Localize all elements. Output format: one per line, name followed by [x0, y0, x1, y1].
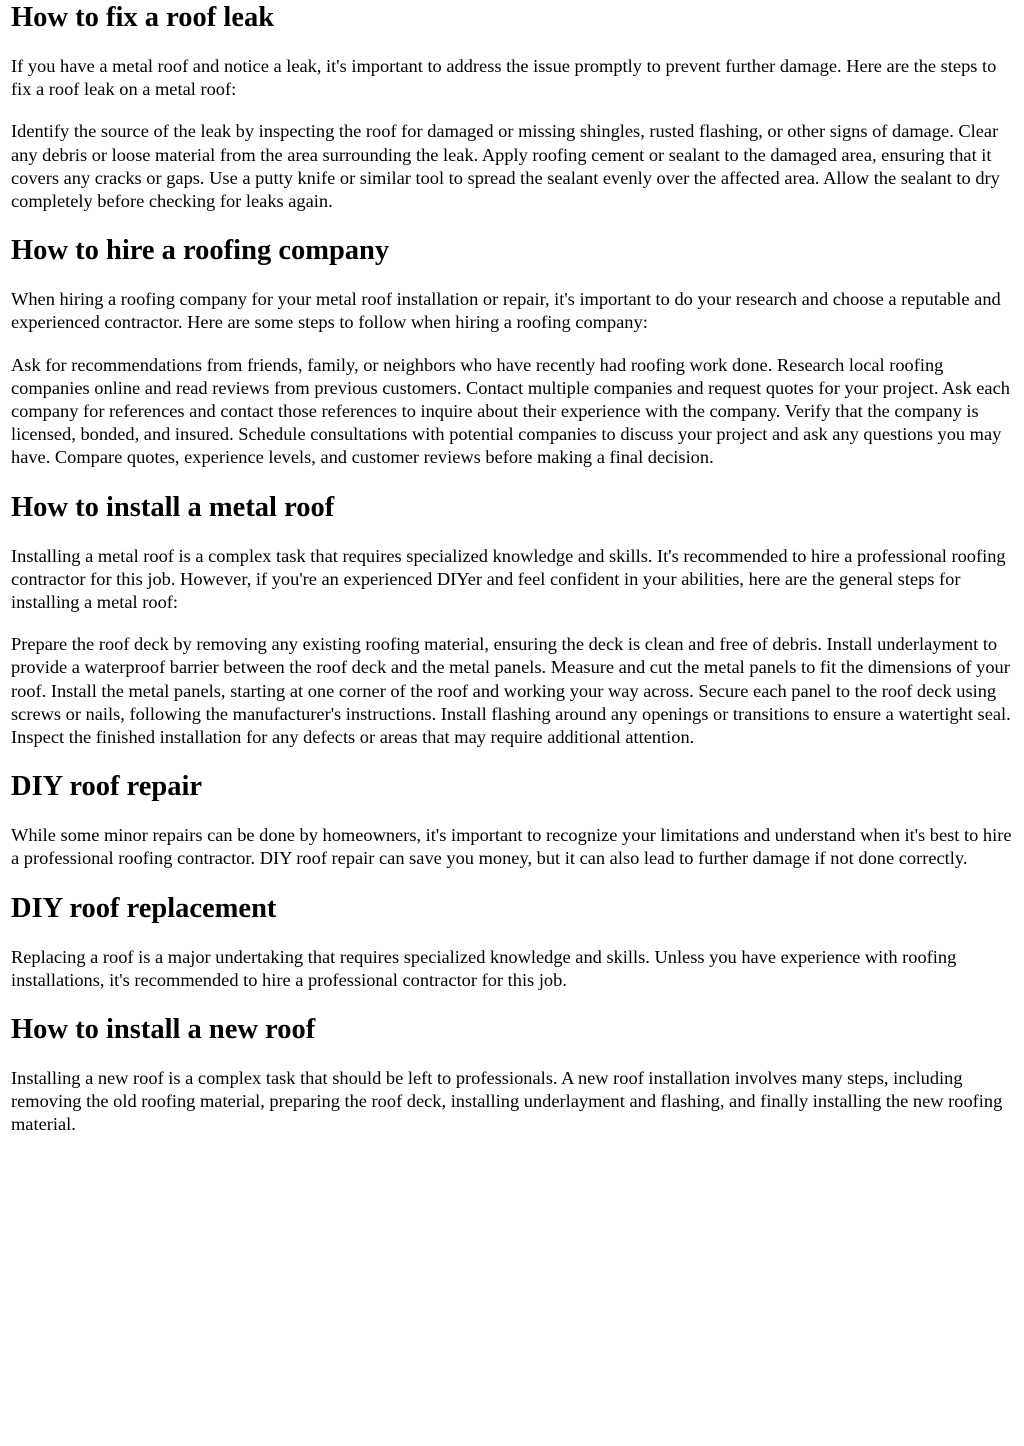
section-diy-roof-repair	[11, 770, 1014, 870]
section-heading: How to hire a roofing company	[11, 235, 390, 267]
section-intro-paragraph: While some minor repairs can be done by homeowners, it's important to recognize your limitations and understand when it's best to hire a professional roofing contractor. DIY roof repair can save you money, but it can also lead to further damage if not done correctly.	[11, 825, 1012, 869]
section-steps-paragraph: Ask for recommendations from friends, family, or neighbors who have recently had roofing work done. Research local roofing companies online and read reviews from previous customers. Contact multiple companies and request quotes for your project. Ask each company for references and contact those references to inquire about their experience with the company. Verify that the company is licensed, bonded, and insured. Schedule consultations with potential companies to discuss your project and ask any questions you may have. Compare quotes, experience levels, and customer reviews before making a final decision.	[11, 354, 1010, 468]
section-heading: How to fix a roof leak	[11, 2, 275, 33]
section-intro-paragraph: If you have a metal roof and notice a leak, it's important to address the issue promptly to prevent further damage. Here are the steps to fix a roof leak on a metal roof:	[11, 56, 997, 100]
section-heading: How to install a new roof	[11, 1014, 316, 1046]
section-intro-paragraph: Installing a metal roof is a complex task that requires specialized knowledge and skills. It's recommended to hire a professional roofing contractor for this job. However, if you're an experienced DIYer and feel confident in your abilities, here are the general steps for installing a metal roof:	[11, 545, 1006, 613]
section-steps-paragraph: Prepare the roof deck by removing any existing roofing material, ensuring the deck is clean and free of debris. Install underlayment to provide a waterproof barrier between the roof deck and the metal panels. Measure and cut the metal panels to fit the dimensions of your roof. Install the metal panels, starting at one corner of the roof and working your way across. Secure each panel to the roof deck using screws or nails, following the manufacturer's instructions. Install flashing around any openings or transitions to ensure a watertight seal. Inspect the finished installation for any defects or areas that may require additional attention.	[11, 634, 1011, 748]
section-intro-paragraph: Replacing a roof is a major undertaking that requires specialized knowledge and skills. Unless you have experience with roofing installations, it's recommended to hire a professional contractor for this job.	[11, 946, 957, 990]
section-diy-roof-replacement	[11, 892, 1014, 992]
section-heading: DIY roof replacement	[11, 892, 277, 924]
section-heading: DIY roof repair	[11, 771, 203, 803]
section-install-new-roof	[11, 1013, 1014, 1137]
section-fix-roof-leak	[11, 0, 1014, 213]
section-intro-paragraph: When hiring a roofing company for your metal roof installation or repair, it's important to do your research and choose a reputable and experienced contractor. Here are some steps to follow when hiring a roofing company:	[11, 289, 1001, 333]
section-steps-paragraph: Identify the source of the leak by inspecting the roof for damaged or missing shingles, rusted flashing, or other signs of damage. Clear any debris or loose material from the area surrounding the leak. Apply roofing cement or sealant to the damaged area, ensuring that it covers any cracks or gaps. Use a putty knife or similar tool to spread the sealant evenly over the affected area. Allow the sealant to dry completely before checking for leaks again.	[11, 121, 1000, 212]
section-install-metal-roof	[11, 491, 1014, 750]
section-hire-roofing-company	[11, 234, 1014, 469]
section-heading: How to install a metal roof	[11, 491, 335, 523]
section-intro-paragraph: Installing a new roof is a complex task that should be left to professionals. A new roof installation involves many steps, including removing the old roofing material, preparing the roof deck, installing underlayment and flashing, and finally installing the new roofing material.	[11, 1068, 1003, 1135]
